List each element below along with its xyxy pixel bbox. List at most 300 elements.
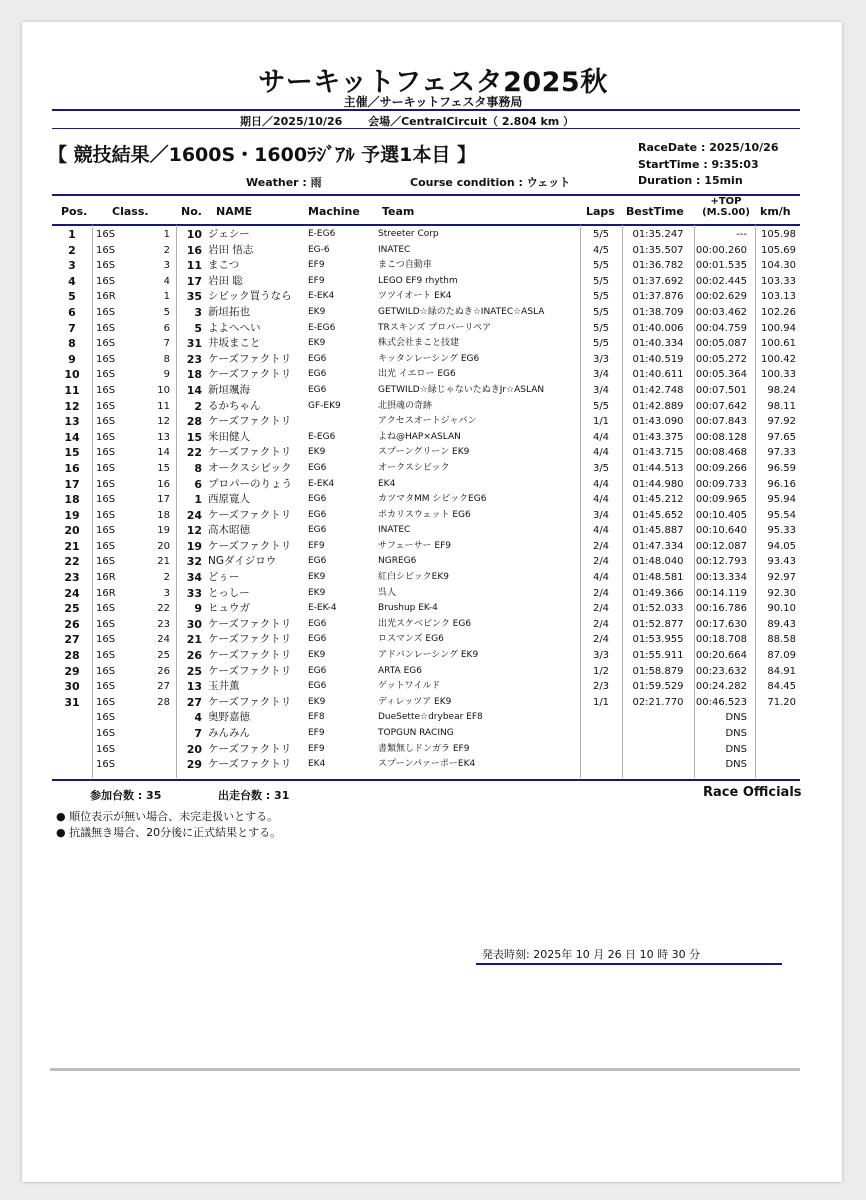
cell-class-rank: 18 [157,509,170,521]
cell-name: ケーズファクトリ [208,695,292,708]
cell-gap: 00:10.640 [695,525,747,537]
cell-no: 20 [186,742,202,756]
cell-kmh: 84.91 [767,665,796,677]
cell-kmh: 100.33 [761,369,796,381]
cell-laps: 4/5 [592,244,610,256]
cell-class: 16S [96,462,116,474]
table-row [52,336,800,352]
cell-class: 16S [96,696,116,708]
table-row [52,399,800,415]
cell-gap: 00:09.733 [695,478,747,490]
cell-machine: EK9 [308,338,326,349]
cell-class: 16S [96,322,116,334]
table-row [52,679,800,695]
cell-no: 15 [186,430,202,444]
cell-no: 13 [186,680,202,694]
cell-team: ディレッツア EK9 [378,696,452,707]
cell-best-time: 01:49.366 [632,587,684,599]
cell-team: キッタンレーシング EG6 [378,353,480,364]
cell-team: ゲットワイルド [378,681,441,692]
starters-count: 出走台数 : 31 [218,789,290,802]
cell-no: 8 [194,461,202,475]
table-row [52,710,800,726]
cell-best-time: 01:44.513 [632,462,684,474]
cell-kmh: 102.26 [761,306,796,318]
cell-no: 33 [186,586,202,600]
cell-pos: 20 [64,524,80,538]
cell-gap: 00:14.119 [695,587,747,599]
cell-class: 16S [96,369,116,381]
cell-team: スプーンパァーポーEK4 [378,759,476,770]
cell-class-rank: 27 [157,681,170,693]
cell-name: ケーズファクトリ [208,649,292,662]
cell-pos [52,757,92,773]
cell-laps: 5/5 [592,322,610,334]
table-row [52,477,800,493]
cell-name: ケーズファクトリ [208,415,292,428]
cell-best-time [622,742,694,758]
cell-gap: 00:00.260 [695,244,747,256]
cell-laps: 2/3 [592,681,610,693]
cell-best-time [622,757,694,773]
cell-team: 呉人 [378,587,397,598]
cell-class: 16S [96,338,116,350]
cell-name: 奥野嘉徳 [208,711,250,724]
results-table [52,227,800,773]
cell-class-rank: 1 [163,229,170,240]
cell-no: 18 [186,368,202,382]
results-heading: 【 競技結果／1600S・1600ﾗｼﾞｱﾙ 予選1本目 】 [48,144,477,166]
divider [52,109,800,111]
cell-best-time: 01:43.715 [632,447,684,459]
cell-best-time: 01:42.748 [632,384,684,396]
cell-class: 16S [96,260,116,272]
weather: Weather : 雨 [246,176,322,189]
cell-gap: 00:07.501 [695,384,747,396]
cell-machine: EG6 [308,618,327,629]
cell-gap: 00:08.468 [695,447,747,459]
cell-best-time: 01:36.782 [632,260,684,272]
table-row [52,414,800,430]
cell-best-time: 01:59.529 [632,681,684,693]
cell-best-time: 01:37.692 [632,275,684,287]
cell-laps: 2/4 [592,587,610,599]
table-row [52,601,800,617]
cell-name: ヒュウガ [208,602,250,615]
cell-no: 19 [186,539,202,553]
cell-no: 17 [186,274,202,288]
col-kmh: km/h [760,205,791,218]
cell-laps: 5/5 [592,338,610,350]
table-row [52,430,800,446]
cell-laps: 1/2 [592,665,610,677]
cell-class-rank: 28 [157,696,170,708]
cell-class: 16R [96,291,116,303]
cell-name: 高木昭徳 [208,524,250,537]
cell-class-rank: 15 [157,462,170,474]
cell-kmh: 96.59 [767,462,796,474]
table-row [52,570,800,586]
cell-machine: EG6 [308,525,327,536]
cell-pos: 27 [64,633,80,647]
event-title: サーキットフェスタ2025秋 [258,67,608,98]
cell-kmh: 98.24 [767,384,796,396]
cell-kmh: 87.09 [767,650,796,662]
cell-no: 31 [186,337,202,351]
cell-class-rank: 14 [157,447,170,459]
table-row [52,461,800,477]
divider [476,963,782,965]
col-team: Team [382,205,415,218]
cell-gap: DNS [725,728,747,739]
table-row [52,445,800,461]
cell-laps: 4/4 [592,447,610,459]
cell-best-time: 01:48.040 [632,556,684,568]
cell-name: みんみん [208,727,250,739]
cell-gap: DNS [725,743,747,755]
cell-gap: 00:18.708 [695,634,747,646]
cell-laps: 1/1 [592,696,610,708]
cell-no: 5 [194,321,202,335]
table-row [52,617,800,633]
cell-class: 16S [96,416,116,428]
table-row [52,586,800,602]
table-row [52,632,800,648]
table-row [52,695,800,711]
event-venue: 会場／CentralCircuit（ 2.804 km ） [368,115,575,128]
cell-class: 16S [96,618,116,630]
cell-class: 16S [96,728,116,739]
table-row [52,305,800,321]
cell-team: カツマタMM シビックEG6 [378,494,487,505]
cell-laps: 3/4 [592,384,610,396]
cell-team: EK4 [378,478,396,489]
cell-pos: 17 [64,477,80,491]
cell-class: 16S [96,556,116,568]
cell-machine: EG6 [308,369,327,380]
cell-no: 25 [186,664,202,678]
table-row [52,321,800,337]
cell-class-rank: 23 [157,618,170,630]
cell-kmh: 90.10 [767,603,796,615]
cell-no: 9 [194,602,202,616]
cell-machine: EF9 [308,260,325,271]
race-date: RaceDate : 2025/10/26 [638,141,779,154]
cell-best-time: 01:40.519 [632,353,684,365]
cell-class: 16S [96,306,116,318]
cell-kmh: 100.94 [761,322,796,334]
cell-laps: 2/4 [592,603,610,615]
cell-team: GETWILD☆緑のたぬき☆INATEC☆ASLA [378,306,545,317]
cell-team: LEGO EF9 rhythm [378,275,458,286]
cell-machine: EG6 [308,634,327,645]
duration: Duration : 15min [638,174,743,187]
cell-pos: 10 [64,368,80,382]
cell-team: ARTA EG6 [378,665,422,676]
col-gap [700,196,752,218]
cell-gap: 00:13.334 [695,572,747,584]
cell-class-rank: 2 [163,244,170,256]
cell-class: 16S [96,540,116,552]
cell-no: 16 [186,243,202,257]
cell-best-time: 01:35.247 [632,229,684,240]
cell-pos: 22 [64,555,80,569]
cell-class-rank: 8 [163,353,170,365]
cell-kmh: 95.54 [767,509,796,521]
cell-pos: 1 [68,228,76,241]
cell-class-rank [140,726,176,742]
cell-laps: 4/4 [592,478,610,490]
cell-no: 14 [186,383,202,397]
cell-team: ツツイオート EK4 [378,291,452,302]
cell-name: ケーズファクトリ [208,758,292,771]
cell-class-rank: 2 [163,572,170,584]
cell-pos: 7 [68,321,76,335]
cell-machine: EK9 [308,650,326,661]
cell-class: 16S [96,759,116,771]
cell-pos: 4 [68,274,76,288]
table-row [52,742,800,758]
cell-laps: 5/5 [592,400,610,412]
cell-best-time: 01:47.334 [632,540,684,552]
table-row [52,383,800,399]
cell-best-time: 01:52.877 [632,618,684,630]
cell-machine: EK9 [308,572,326,583]
cell-pos: 18 [64,493,80,507]
cell-laps: 5/5 [592,229,610,240]
cell-name: 新垣拓也 [208,305,250,318]
cell-laps [580,742,622,758]
cell-class-rank: 1 [163,291,170,303]
cell-class-rank: 5 [163,306,170,318]
cell-laps: 4/4 [592,494,610,506]
organizer: 主催／サーキットフェスタ事務局 [343,95,523,109]
table-row [52,539,800,555]
cell-best-time: 01:44.980 [632,478,684,490]
table-row [52,227,800,243]
cell-gap: 00:05.087 [695,338,747,350]
cell-class-rank: 12 [157,416,170,428]
cell-kmh: 95.94 [767,494,796,506]
cell-best-time: 01:35.507 [632,244,684,256]
cell-machine: E-EG6 [308,431,336,442]
cell-pos: 9 [68,352,76,366]
cell-pos: 6 [68,305,76,319]
cell-name: 玉井薫 [208,680,240,693]
cell-kmh: 88.58 [767,634,796,646]
cell-class-rank: 21 [157,556,170,568]
cell-team: 出光 イエロー EG6 [378,369,456,380]
cell-team: ポカリスウェット EG6 [378,509,471,520]
cell-best-time: 01:43.090 [632,416,684,428]
cell-name: 米田健人 [208,430,250,443]
cell-name: どぅー [208,571,240,584]
cell-machine: EG6 [308,462,327,473]
cell-kmh [755,757,800,773]
cell-team: INATEC [378,525,411,536]
cell-class-rank: 17 [157,494,170,506]
cell-class: 16S [96,494,116,506]
cell-laps [580,757,622,773]
cell-pos: 15 [64,446,80,460]
cell-team: GETWILD☆緑じゃないたぬきJr☆ASLAN [378,384,545,395]
cell-gap: DNS [725,712,747,724]
cell-pos: 13 [64,415,80,429]
cell-name: 西原寛人 [208,493,250,506]
cell-machine: EK9 [308,587,326,598]
cell-class: 16S [96,447,116,459]
divider [52,194,800,196]
cell-kmh: 100.42 [761,353,796,365]
cell-kmh: 98.11 [767,400,796,412]
event-date: 期日／2025/10/26 [240,115,343,128]
cell-class-rank: 9 [163,369,170,381]
cell-team: ロスマンズ EG6 [378,634,444,645]
cell-no: 34 [186,571,202,585]
table-row [52,258,800,274]
cell-laps: 3/3 [592,650,610,662]
cell-name: ジェシー [208,228,250,240]
cell-team: サフェーサー EF9 [378,540,452,551]
cell-pos: 3 [68,259,76,273]
table-row [52,289,800,305]
cell-class: 16S [96,681,116,693]
cell-laps: 4/4 [592,572,610,584]
cell-class-rank: 11 [157,400,170,412]
race-officials: Race Officials [703,785,802,800]
cell-best-time: 01:37.876 [632,291,684,303]
cell-no: 32 [186,555,202,569]
cell-machine: EF9 [308,275,325,286]
cell-machine: EG6 [308,353,327,364]
table-row [52,523,800,539]
cell-machine: EF8 [308,712,325,723]
cell-no: 3 [194,305,202,319]
cell-pos: 24 [64,586,80,600]
cell-team: アドバンレーシング EK9 [378,650,479,661]
cell-kmh: 95.33 [767,525,796,537]
cell-best-time [622,710,694,726]
cell-gap: 00:46.523 [695,696,747,708]
cell-pos: 31 [64,695,80,709]
cell-kmh: 93.43 [767,556,796,568]
cell-machine: E-EG6 [308,229,336,239]
cell-class-rank: 4 [163,275,170,287]
cell-class-rank: 7 [163,338,170,350]
cell-team: まこつ自動車 [378,260,432,271]
cell-gap: 00:04.759 [695,322,747,334]
cell-best-time: 01:45.652 [632,509,684,521]
cell-laps: 4/4 [592,525,610,537]
cell-name: ケーズファクトリ [208,633,292,646]
cell-best-time: 02:21.770 [632,696,684,708]
col-gap-top: +TOP [710,196,742,207]
cell-class-rank: 3 [163,260,170,272]
cell-gap: 00:12.793 [695,556,747,568]
course-condition: Course condition : ウェット [410,176,571,189]
cell-kmh: 105.69 [761,244,796,256]
cell-class: 16S [96,650,116,662]
cell-machine: EG6 [308,665,327,676]
cell-machine: EG-6 [308,244,330,255]
cell-class: 16S [96,353,116,365]
cell-no: 2 [194,399,202,413]
cell-class-rank: 22 [157,603,170,615]
cell-kmh: 103.33 [761,275,796,287]
cell-name: ケーズファクトリ [208,352,292,365]
cell-gap: 00:09.965 [695,494,747,506]
cell-gap: 00:08.128 [695,431,747,443]
cell-gap: 00:10.405 [695,509,747,521]
table-row [52,508,800,524]
cell-pos: 29 [64,664,80,678]
cell-pos: 30 [64,680,80,694]
cell-no: 30 [186,617,202,631]
cell-class: 16S [96,400,116,412]
cell-best-time [622,726,694,742]
cell-class-rank: 13 [157,431,170,443]
cell-kmh: 92.30 [767,587,796,599]
cell-no: 35 [186,290,202,304]
cell-team: 紅白シビックEK9 [378,572,449,583]
cell-class: 16S [96,665,116,677]
col-machine: Machine [308,205,360,218]
cell-team: NGREG6 [378,556,417,567]
cell-gap: 00:23.632 [695,665,747,677]
cell-laps: 3/5 [592,462,610,474]
cell-gap: 00:05.364 [695,369,747,381]
cell-pos: 14 [64,430,80,444]
cell-best-time: 01:53.955 [632,634,684,646]
cell-kmh [755,742,800,758]
cell-gap: 00:09.266 [695,462,747,474]
cell-machine: EF9 [308,743,325,754]
cell-team: 出光スケベピンク EG6 [378,618,472,629]
cell-no: 23 [186,352,202,366]
table-row [52,243,800,259]
cell-class: 16S [96,244,116,256]
cell-class: 16S [96,431,116,443]
cell-kmh: 100.61 [761,338,796,350]
cell-no: 7 [194,727,202,740]
cell-machine: E-EK4 [308,478,335,489]
cell-machine: E-EG6 [308,322,336,333]
cell-kmh: 94.05 [767,540,796,552]
cell-best-time: 01:38.709 [632,306,684,318]
cell-name: 岩田 悟志 [208,243,254,256]
cell-gap: DNS [725,759,747,771]
col-no: No. [181,205,202,218]
cell-laps [580,710,622,726]
cell-team: 書類無しドンガラ EF9 [378,743,470,754]
cell-team: TRスキンズ プロパーリペア [378,322,492,333]
cell-laps: 5/5 [592,291,610,303]
cell-pos: 28 [64,649,80,663]
cell-laps: 2/4 [592,540,610,552]
cell-machine: GF-EK9 [308,400,341,411]
cell-kmh: 92.97 [767,572,796,584]
cell-machine: EG6 [308,384,327,395]
cell-class-rank: 16 [157,478,170,490]
cell-no: 21 [186,633,202,647]
cell-name: ケーズファクトリ [208,368,292,381]
cell-machine: EK9 [308,696,326,707]
cell-laps: 5/5 [592,306,610,318]
table-row [52,664,800,680]
cell-machine: EF9 [308,728,325,738]
cell-best-time: 01:43.375 [632,431,684,443]
cell-best-time: 01:40.334 [632,338,684,350]
